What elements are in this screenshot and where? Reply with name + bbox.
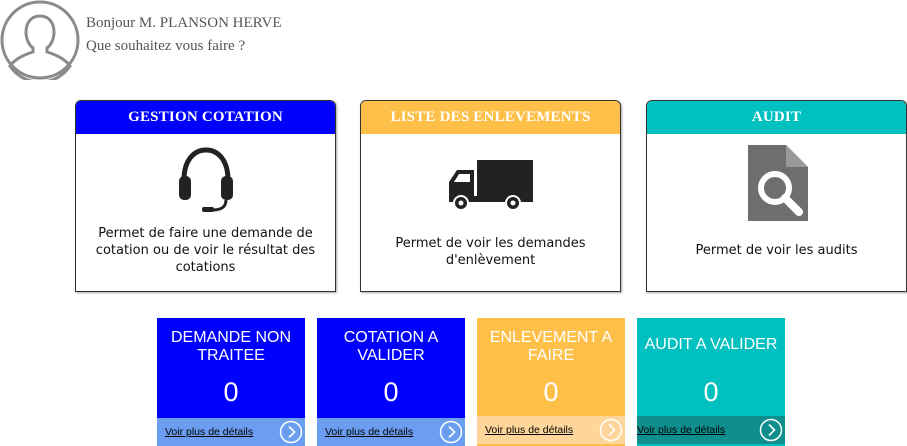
tile-count: 0 [543,377,559,407]
card-liste-enlevements[interactable] [360,100,621,292]
tile-title: AUDIT A VALIDER [644,336,778,353]
tile-footer[interactable] [317,418,465,446]
card-title: LISTE DES ENLEVEMENTS [361,101,620,134]
tile-demande-non-traitee[interactable] [157,318,305,446]
tile-footer[interactable] [637,416,785,444]
card-gestion-cotation[interactable] [75,100,336,292]
truck-icon [447,158,535,212]
card-title: AUDIT [647,101,906,134]
greeting-line: Bonjour M. PLANSON HERVE [86,15,282,31]
card-description: Permet de voir les audits [695,243,858,258]
card-title: GESTION COTATION [76,101,335,134]
card-audit[interactable] [646,100,907,292]
tile-title: COTATION A VALIDER [343,329,439,364]
prompt-line: Que souhaitez vous faire ? [86,38,246,54]
card-description: Permet de voir les demandes d'enlèvement [395,236,586,268]
card-description: Permet de faire une demande de cotation ou de voir le résultat des cotations [95,226,316,275]
tile-enlevement-a-faire[interactable] [477,318,625,446]
details-link[interactable]: Voir plus de détails [637,424,726,436]
tile-count: 0 [223,377,239,407]
chevron-right-icon[interactable] [759,418,783,442]
tile-footer[interactable] [157,418,305,446]
greeting-text [86,12,281,58]
tile-cotation-a-valider[interactable] [317,318,465,446]
tile-footer[interactable] [477,416,625,444]
tile-title: ENLEVEMENT A FAIRE [489,329,613,364]
chevron-right-icon[interactable] [599,418,623,442]
headset-icon [176,146,236,214]
details-link[interactable]: Voir plus de détails [485,424,574,436]
chevron-right-icon[interactable] [279,420,303,444]
details-link[interactable]: Voir plus de détails [165,426,254,438]
chevron-right-icon[interactable] [439,420,463,444]
user-avatar-icon [0,0,80,80]
details-link[interactable]: Voir plus de détails [325,426,414,438]
tile-count: 0 [703,377,719,407]
tile-audit-a-valider[interactable] [637,318,785,446]
tile-title: DEMANDE NON TRAITEE [170,329,291,364]
tile-count: 0 [383,377,399,407]
file-search-icon [744,143,810,225]
